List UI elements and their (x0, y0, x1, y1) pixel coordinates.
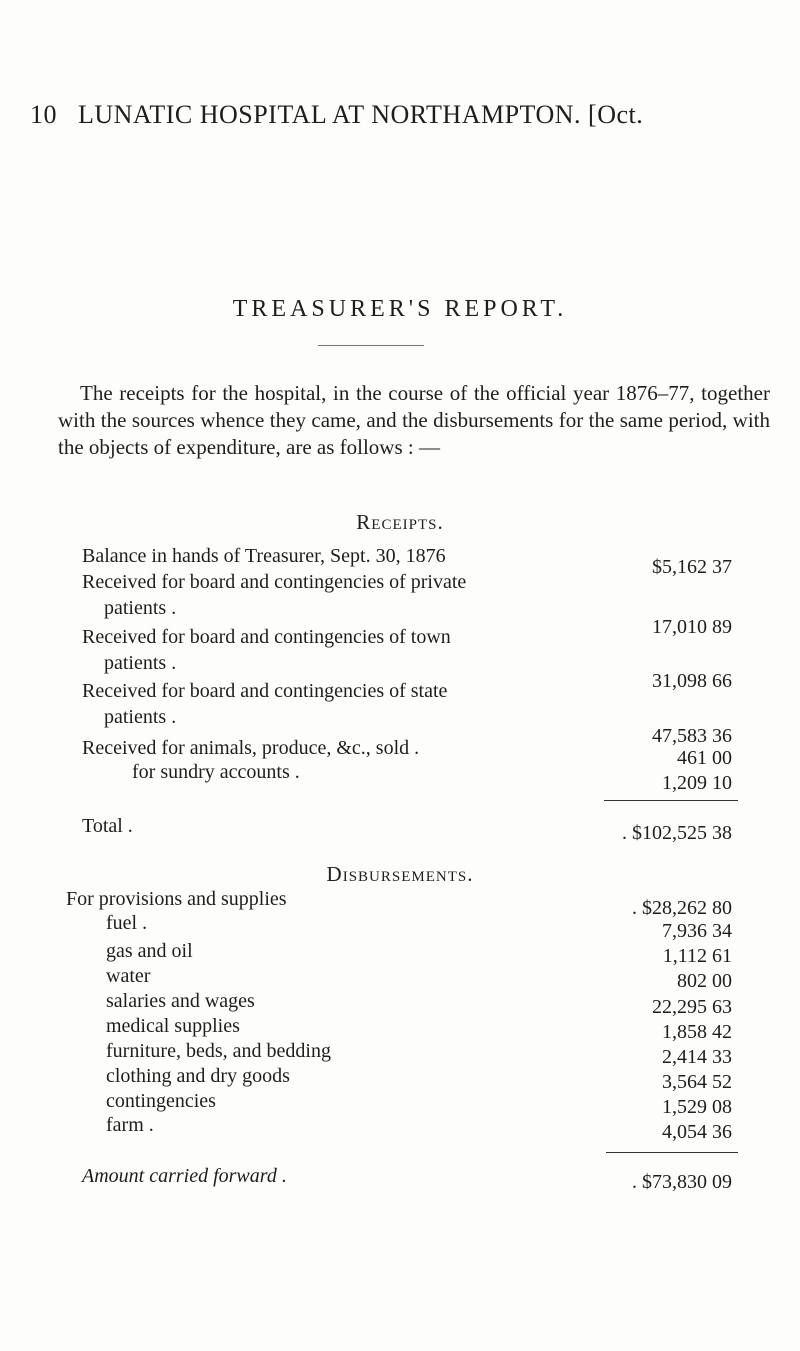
disb-amount-water: 802 00 (677, 970, 732, 992)
disb-item-gas-oil: gas and oil (106, 940, 193, 962)
disb-item-water: water (106, 965, 151, 987)
disb-amount-contingencies: 1,529 08 (662, 1096, 732, 1118)
receipt-item-3-line-2: patients . (104, 652, 177, 674)
carried-forward-amount: . $73,830 09 (632, 1171, 732, 1193)
disb-amount-salaries: 22,295 63 (652, 996, 732, 1018)
receipts-heading: Receipts. (356, 510, 444, 534)
receipt-item-3-line-1: Received for board and contingencies of town (82, 626, 451, 648)
title-rule (318, 345, 424, 346)
receipt-item-2-line-1: Received for board and contingencies of private (82, 571, 467, 593)
disb-amount-gas-oil: 1,112 61 (662, 945, 732, 967)
disb-amount-medical: 1,858 42 (662, 1021, 732, 1043)
disb-amount-farm: 4,054 36 (662, 1121, 732, 1143)
running-date-tag: [Oct. (588, 100, 644, 129)
disb-amount-fuel: 7,936 34 (662, 920, 732, 942)
disb-item-salaries: salaries and wages (106, 990, 255, 1012)
receipt-item-5-amount: 461 00 (677, 747, 732, 769)
receipt-item-2-line-2: patients . (104, 597, 177, 619)
intro-text: The receipts for the hospital, in the course of the official year 1876–77, together with the sources whence they came, and the disbursements for the same period, with the objects of expenditure, are as follows : — (58, 381, 770, 459)
receipt-item-3-amount: 31,098 66 (652, 670, 732, 692)
disbursements-heading: Disbursements. (326, 862, 474, 886)
disb-amount-furniture: 2,414 33 (662, 1046, 732, 1068)
disb-item-farm: farm . (106, 1114, 154, 1136)
carried-forward-label: Amount carried forward . (82, 1165, 287, 1187)
intro-paragraph (58, 380, 770, 461)
receipts-sum-rule (604, 800, 738, 801)
disb-item-furniture: furniture, beds, and bedding (106, 1040, 331, 1062)
disbursements-sum-rule (606, 1152, 738, 1153)
running-title: LUNATIC HOSPITAL AT NORTHAMPTON. (78, 100, 582, 129)
receipt-item-4-amount: 47,583 36 (652, 725, 732, 747)
receipts-total-amount: . $102,525 38 (622, 822, 732, 844)
disb-amount-clothing: 3,564 52 (662, 1071, 732, 1093)
receipts-total-label: Total . (82, 815, 133, 837)
receipt-item-6-line-1: for sundry accounts . (132, 761, 300, 783)
running-header (30, 100, 770, 130)
receipt-item-6-amount: 1,209 10 (662, 772, 732, 794)
disb-item-provisions: For provisions and supplies (66, 888, 287, 910)
receipt-item-5-line-1: Received for animals, produce, &c., sold . (82, 737, 420, 759)
disb-amount-provisions: . $28,262 80 (632, 897, 732, 919)
disb-item-fuel: fuel . (106, 912, 148, 934)
page-number: 10 (30, 100, 57, 129)
receipt-item-2-amount: 17,010 89 (652, 616, 732, 638)
disb-item-clothing: clothing and dry goods (106, 1065, 290, 1087)
receipt-item-4-line-2: patients . (104, 706, 177, 728)
disb-item-contingencies: contingencies (106, 1090, 216, 1112)
receipt-item-1-line-1: Balance in hands of Treasurer, Sept. 30, 1876 (82, 545, 446, 567)
receipt-item-4-line-1: Received for board and contingencies of state (82, 680, 448, 702)
receipt-item-1-amount: $5,162 37 (652, 556, 732, 578)
report-title: TREASURER'S REPORT. (232, 296, 568, 322)
disb-item-medical: medical supplies (106, 1015, 240, 1037)
